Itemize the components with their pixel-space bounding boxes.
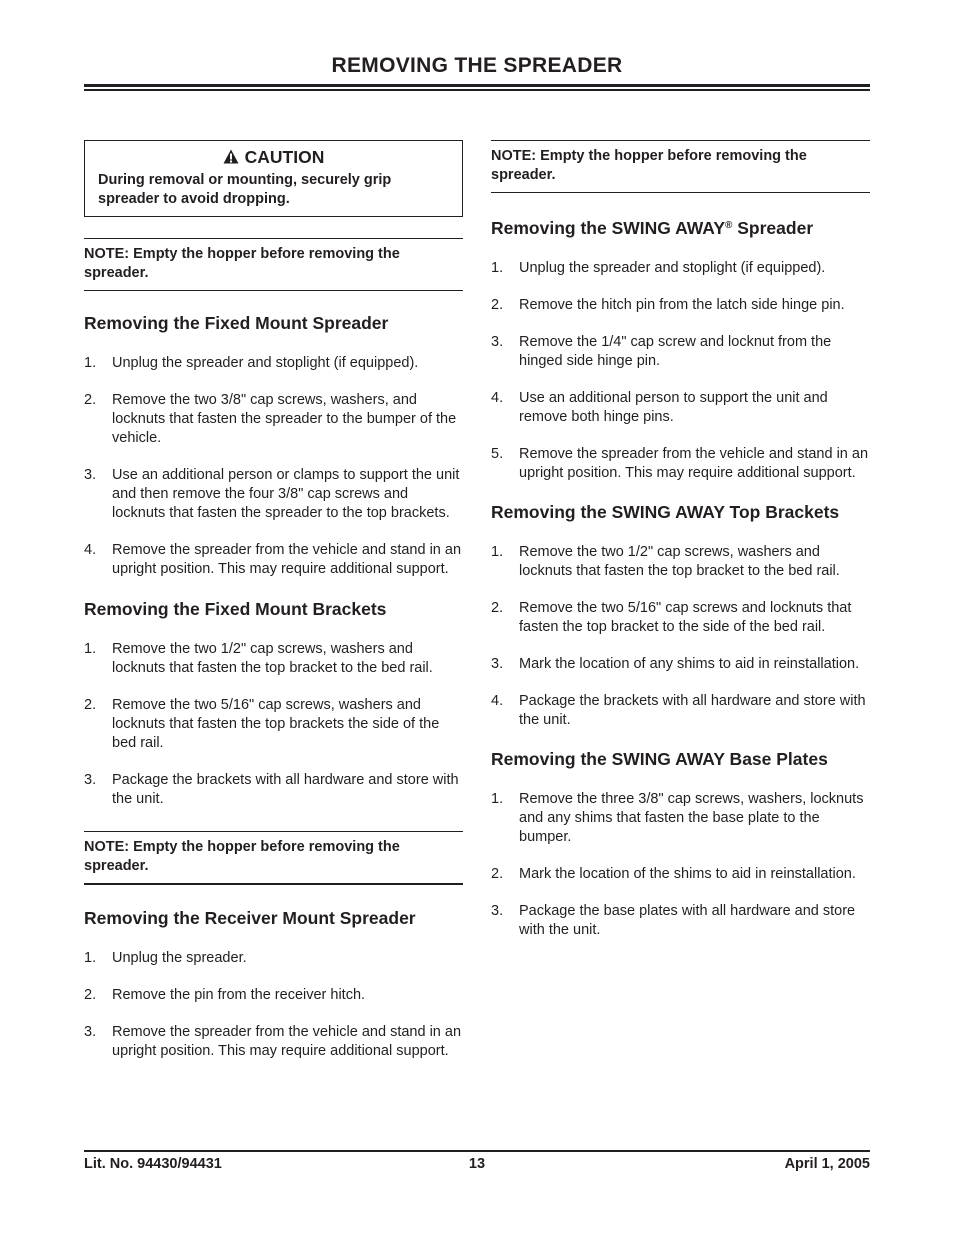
step-text: Package the base plates with all hardware and store with the unit. <box>519 903 856 938</box>
step-number: 3. <box>84 772 97 788</box>
step-number: 1. <box>84 355 97 371</box>
list-item <box>491 655 870 674</box>
steps-fixed-mount-spreader <box>84 354 463 579</box>
list-item <box>84 354 463 373</box>
list-item <box>491 296 870 315</box>
step-text: Package the brackets with all hardware and store with the unit. <box>112 772 459 807</box>
step-text: Remove the two 1/2" cap screws, washers and locknuts that fasten the top bracket to the bed rail. <box>112 641 433 676</box>
warning-triangle-icon <box>223 149 239 164</box>
list-item <box>84 949 463 968</box>
step-text: Mark the location of the shims to aid in reinstallation. <box>519 866 856 882</box>
step-text: Remove the two 5/16" cap screws and locknuts that fasten the top bracket to the side of the bed rail. <box>519 600 852 635</box>
section-title-fixed-mount-brackets: Removing the Fixed Mount Brackets <box>84 599 387 619</box>
step-number: 2. <box>491 866 504 882</box>
step-text: Remove the three 3/8" cap screws, washers, locknuts and any shims that fasten the base plate to the bumper. <box>519 791 864 845</box>
step-number: 2. <box>84 697 97 713</box>
list-item <box>491 599 870 637</box>
step-number: 2. <box>84 392 97 408</box>
step-text: Remove the two 3/8" cap screws, washers, and locknuts that fasten the spreader to the bumper of the vehicle. <box>112 392 457 446</box>
list-item <box>84 466 463 523</box>
step-number: 1. <box>491 791 504 807</box>
step-number: 1. <box>84 950 97 966</box>
step-number: 2. <box>491 297 504 313</box>
note-box: NOTE: Empty the hopper before removing the spreader. <box>491 140 870 193</box>
step-number: 3. <box>491 334 504 350</box>
step-text: Remove the two 5/16" cap screws, washers and locknuts that fasten the top brackets the side of the bed rail. <box>112 697 440 751</box>
step-text: Remove the spreader from the vehicle and stand in an upright position. This may require additional support. <box>519 446 869 481</box>
step-text: Package the brackets with all hardware and store with the unit. <box>519 693 866 728</box>
step-text: Use an additional person or clamps to support the unit and then remove the four 3/8" cap screws and locknuts that fasten the spreader to the top brackets. <box>112 467 460 521</box>
step-text: Remove the pin from the receiver hitch. <box>112 987 366 1003</box>
steps-swing-away-spreader <box>491 259 870 483</box>
step-number: 3. <box>84 467 97 483</box>
list-item <box>491 543 870 581</box>
title-rule-thin <box>84 89 870 91</box>
section-title-receiver-mount-spreader: Removing the Receiver Mount Spreader <box>84 908 416 928</box>
list-item <box>491 790 870 847</box>
footer-lit-number: Lit. No. 94430/94431 <box>84 1156 222 1172</box>
step-number: 1. <box>491 260 504 276</box>
list-item <box>491 445 870 483</box>
steps-receiver-mount-spreader <box>84 949 463 1061</box>
section-title-swing-away-top-brackets: Removing the SWING AWAY Top Brackets <box>491 502 840 522</box>
list-item <box>84 640 463 678</box>
footer-page-number: 13 <box>468 1156 486 1172</box>
list-item <box>491 389 870 427</box>
list-item <box>491 692 870 730</box>
registered-mark: ® <box>725 220 733 231</box>
footer-rule <box>84 1150 870 1152</box>
step-text: Unplug the spreader and stoplight (if equipped). <box>519 260 826 276</box>
caution-label: CAUTION <box>244 147 325 167</box>
step-number: 2. <box>491 600 504 616</box>
section-title-text: Spreader <box>732 218 814 238</box>
step-text: Remove the hitch pin from the latch side hinge pin. <box>519 297 845 313</box>
step-number: 3. <box>84 1024 97 1040</box>
list-item <box>84 391 463 448</box>
page-title: REMOVING THE SPREADER <box>331 54 623 77</box>
footer-date: April 1, 2005 <box>784 1156 870 1172</box>
step-text: Mark the location of any shims to aid in reinstallation. <box>519 656 860 672</box>
step-text: Remove the 1/4" cap screw and locknut from the hinged side hinge pin. <box>519 334 832 369</box>
step-number: 3. <box>491 656 504 672</box>
caution-heading <box>98 147 449 168</box>
step-text: Use an additional person to support the unit and remove both hinge pins. <box>519 390 828 425</box>
list-item <box>84 696 463 753</box>
list-item <box>84 1023 463 1061</box>
step-number: 4. <box>491 693 504 709</box>
list-item <box>491 865 870 884</box>
step-text: Remove the spreader from the vehicle and stand in an upright position. This may require additional support. <box>112 1024 462 1059</box>
step-number: 4. <box>491 390 504 406</box>
list-item <box>84 541 463 579</box>
step-number: 5. <box>491 446 504 462</box>
step-text: Unplug the spreader and stoplight (if equipped). <box>112 355 419 371</box>
caution-text: During removal or mounting, securely grip spreader to avoid dropping. <box>98 172 392 207</box>
caution-box <box>84 140 463 217</box>
list-item <box>491 259 870 278</box>
step-text: Remove the two 1/2" cap screws, washers and locknuts that fasten the top bracket to the bed rail. <box>519 544 840 579</box>
steps-swing-away-top-brackets <box>491 543 870 730</box>
note-box: NOTE: Empty the hopper before removing the spreader. <box>84 238 463 291</box>
section-title-fixed-mount-spreader: Removing the Fixed Mount Spreader <box>84 313 389 333</box>
section-title-swing-away-spreader <box>491 215 870 239</box>
title-rule-thick <box>84 84 870 87</box>
step-number: 1. <box>84 641 97 657</box>
left-column <box>84 140 463 1061</box>
step-text: Remove the spreader from the vehicle and stand in an upright position. This may require additional support. <box>112 542 462 577</box>
steps-swing-away-base-plates <box>491 790 870 940</box>
step-number: 2. <box>84 987 97 1003</box>
section-title-swing-away-base-plates: Removing the SWING AWAY Base Plates <box>491 749 828 769</box>
step-number: 3. <box>491 903 504 919</box>
list-item <box>491 902 870 940</box>
step-number: 1. <box>491 544 504 560</box>
note-box: NOTE: Empty the hopper before removing the spreader. <box>84 831 463 885</box>
section-title-text: Removing the SWING AWAY <box>491 218 726 238</box>
right-column <box>491 140 870 940</box>
step-text: Unplug the spreader. <box>112 950 247 966</box>
list-item <box>491 333 870 371</box>
list-item <box>84 986 463 1005</box>
step-number: 4. <box>84 542 97 558</box>
list-item <box>84 771 463 809</box>
steps-fixed-mount-brackets <box>84 640 463 809</box>
